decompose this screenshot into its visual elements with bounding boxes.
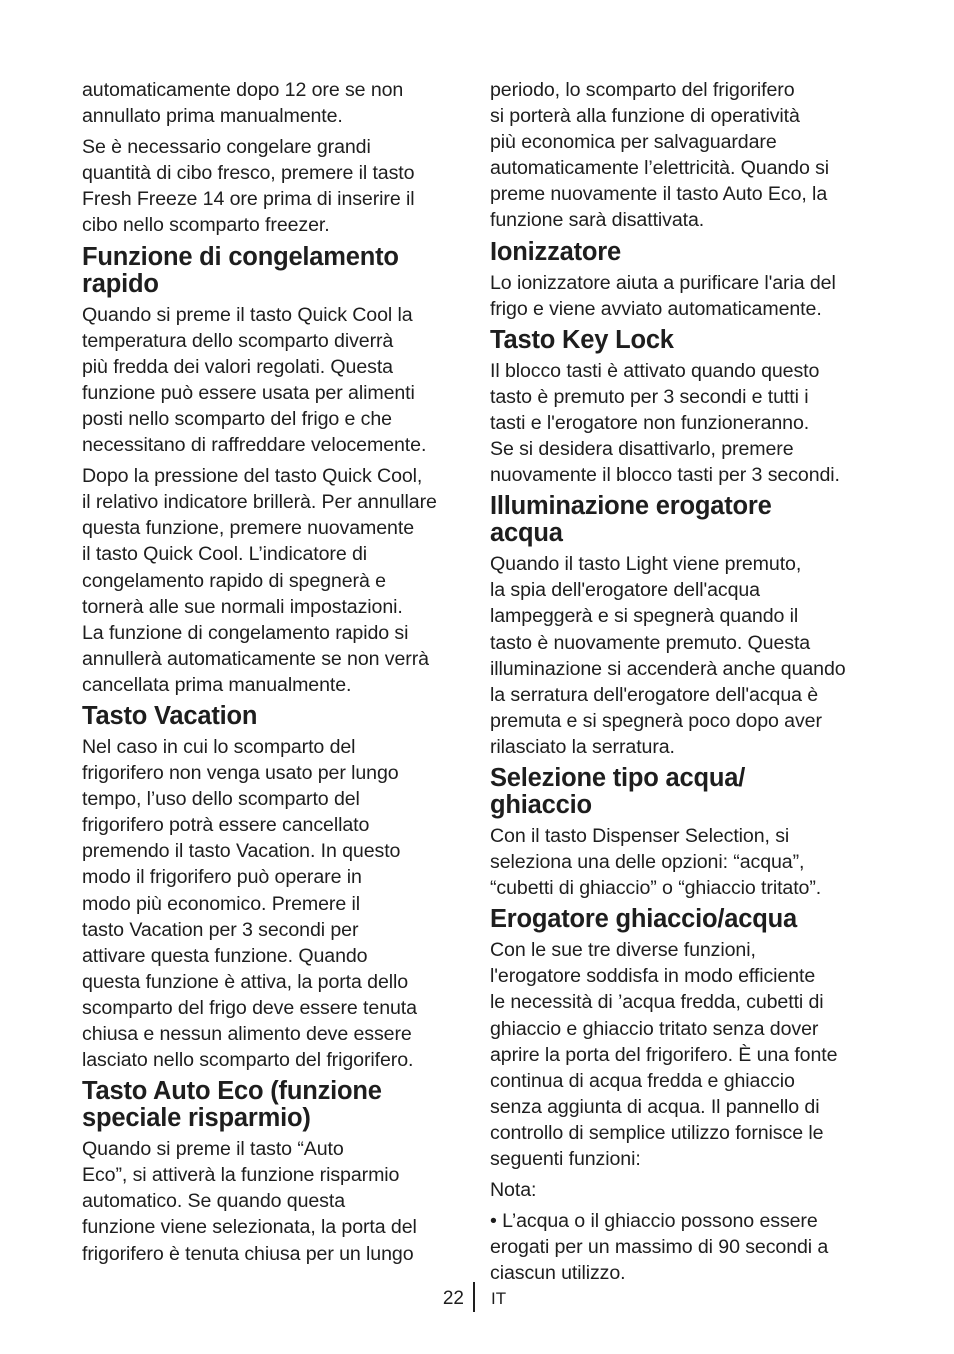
language-code: IT [491, 1289, 507, 1308]
note-bullet: • L’acqua o il ghiaccio possono essere erogati per un massimo di 90 secondi a ciascun utilizzo. [490, 1210, 829, 1285]
auto-eco-heading: Tasto Auto Eco (funzione speciale risparmio) [82, 1077, 382, 1133]
auto-eco-paragraph: Quando si preme il tasto “Auto Eco”, si attiverà la funzione risparmio automatico. Se quando questa funzione viene selezionata, la porta del frigorifero è tenuta chiusa per un lungo [82, 1138, 417, 1265]
footer-divider [473, 1282, 475, 1312]
ice-water-dispenser-heading: Erogatore ghiaccio/acqua [490, 905, 797, 934]
key-lock-paragraph: Il blocco tasti è attivato quando questo tasto è premuto per 3 secondi e tutti i tasti e l'erogatore non funzioneranno. Se si desidera disattivarlo, premere nuovamente il blocco tasti per 3 secondi. [490, 359, 840, 487]
dispenser-light-paragraph: Quando il tasto Light viene premuto, la spia dell'erogatore dell'acqua lampeggerà e si spegnerà quando il tasto è nuovamente premuto. Questa illuminazione si accenderà anche quando la serratura dell'erogatore dell'acqua è premuta e si spegnerà poco dopo aver rilasciato la serratura. [490, 553, 846, 758]
vacation-paragraph: Nel caso in cui lo scomparto del frigorifero non venga usato per lungo tempo, l’uso dello scomparto del frigorifero potrà essere cancellato premendo il tasto Vacation. In questo modo il frigorifero può operare in modo più economico. Premere il tasto Vacation per 3 secondi per attivare questa funzione. Quando questa funzione è attiva, la porta dello scomparto del frigo deve essere tenuta chiusa e nessun alimento deve essere lasciato nello scomparto del frigorifero. [82, 735, 417, 1072]
key-lock-heading: Tasto Key Lock [490, 325, 674, 354]
page-number: 22 [442, 1288, 464, 1309]
quick-cool-paragraph-2: Dopo la pressione del tasto Quick Cool, il relativo indicatore brillerà. Per annullare questa funzione, premere nuovamente il tasto Quick Cool. L’indicatore di congelamento rapido di spegnerà e tornerà alle sue normali impostazioni. La funzione di congelamento rapido si annullerà automaticamente se non verrà cancellata prima manualmente. [82, 465, 437, 696]
intro-paragraph-1: automaticamente dopo 12 ore se non annullato prima manualmente. [82, 79, 404, 128]
quick-cool-heading: Funzione di congelamento rapido [82, 242, 399, 298]
note-label: Nota: [490, 1179, 537, 1202]
ice-water-dispenser-paragraph: Con le sue tre diverse funzioni, l'erogatore soddisfa in modo efficiente le necessità di ’acqua fredda, cubetti di ghiaccio e ghiaccio tritato senza dover aprire la porta del frigorifero. È una fonte continua di acqua fredda e ghiaccio senza aggiunta di acqua. Il pannello di controllo di semplice utilizzo fornisce le seguenti funzioni: [490, 939, 838, 1170]
ionizer-heading: Ionizzatore [490, 237, 621, 266]
vacation-heading: Tasto Vacation [82, 701, 258, 730]
water-ice-selection-paragraph: Con il tasto Dispenser Selection, si seleziona una delle opzioni: “acqua”, “cubetti di ghiaccio” o “ghiaccio tritato”. [490, 824, 822, 900]
dispenser-light-heading: Illuminazione erogatore acqua [490, 492, 772, 548]
intro-paragraph-2: Se è necessario congelare grandi quantità di cibo fresco, premere il tasto Fresh Freeze 14 ore prima di inserire il cibo nello scomparto freezer. [82, 136, 415, 237]
quick-cool-paragraph-1: Quando si preme il tasto Quick Cool la temperatura dello scomparto diverrà più fredda dei valori regolati. Questa funzione può essere usata per alimenti posti nello scomparto del frigo e che necessitano di raffreddare velocemente. [82, 303, 427, 457]
right-column [490, 77, 880, 1291]
left-column [82, 77, 460, 1272]
auto-eco-continued-paragraph: periodo, lo scomparto del frigorifero si porterà alla funzione di operatività più economica per salvaguardare automaticamente l’elettricità. Quando si preme nuovamente il tasto Auto Eco, la funzione sarà disattivata. [490, 79, 830, 232]
ionizer-paragraph: Lo ionizzatore aiuta a purificare l'aria del frigo e viene avviato automaticamente. [490, 271, 836, 320]
water-ice-selection-heading: Selezione tipo acqua/ ghiaccio [490, 763, 746, 819]
